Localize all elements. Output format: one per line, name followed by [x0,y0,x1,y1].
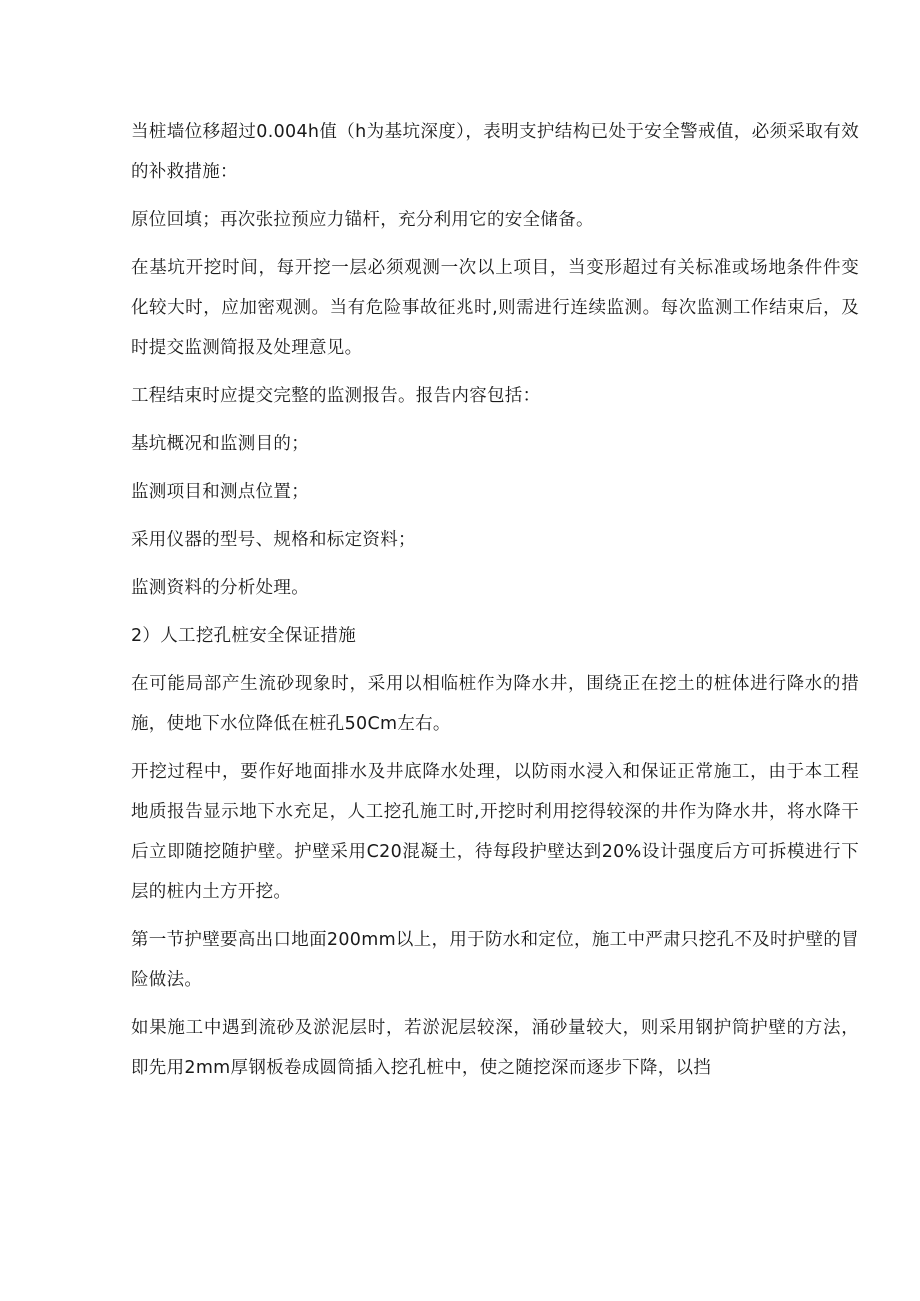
section-heading-manual-pile-safety: 2）人工挖孔桩安全保证措施 [131,626,357,646]
list-item-instruments: 采用仪器的型号、规格和标定资料； [131,530,416,550]
paragraph-excavation-observation: 在基坑开挖时间，每开挖一层必须观测一次以上项目，当变形超过有关标准或场地条件件变化较大时，应加密观测。当有危险事故征兆时,则需进行连续监测。每次监测工作结束后，及时提交监测简报及处理意见。 [131,258,859,358]
paragraph-monitoring-report: 工程结束时应提交完整的监测报告。报告内容包括： [131,386,541,406]
paragraph-excavation-drainage: 开挖过程中，要作好地面排水及井底降水处理，以防雨水浸入和保证正常施工，由于本工程地质报告显示地下水充足，人工挖孔施工时,开挖时利用挖得较深的井作为降水井，将水降干后立即随挖随护壁。护壁采用C20混凝土，待每段护壁达到20%设计强度后方可拆模进行下层的桩内土方开挖。 [131,762,859,902]
paragraph-pile-wall-displacement: 当桩墙位移超过0.004h值（h为基坑深度），表明支护结构已处于安全警戒值，必须采取有效的补救措施： [131,122,859,182]
paragraph-steel-casing: 如果施工中遇到流砂及淤泥层时，若淤泥层较深，涌砂量较大，则采用钢护筒护壁的方法，即先用2mm厚钢板卷成圆筒插入挖孔桩中，使之随挖深而逐步下降，以挡 [131,1018,859,1078]
list-item-pit-overview: 基坑概况和监测目的； [131,434,309,454]
paragraph-quicksand-dewatering: 在可能局部产生流砂现象时，采用以相临桩作为降水井，围绕正在挖土的桩体进行降水的措施，使地下水位降低在桩孔50Cm左右。 [131,674,859,734]
list-item-monitoring-points: 监测项目和测点位置； [131,482,309,502]
paragraph-first-retaining-wall: 第一节护壁要高出口地面200mm以上，用于防水和定位，施工中严肃只挖孔不及时护壁的冒险做法。 [131,930,859,990]
list-item-data-analysis: 监测资料的分析处理。 [131,578,309,598]
paragraph-backfill: 原位回填；再次张拉预应力锚杆，充分利用它的安全储备。 [131,210,594,230]
document-body [131,112,859,1096]
